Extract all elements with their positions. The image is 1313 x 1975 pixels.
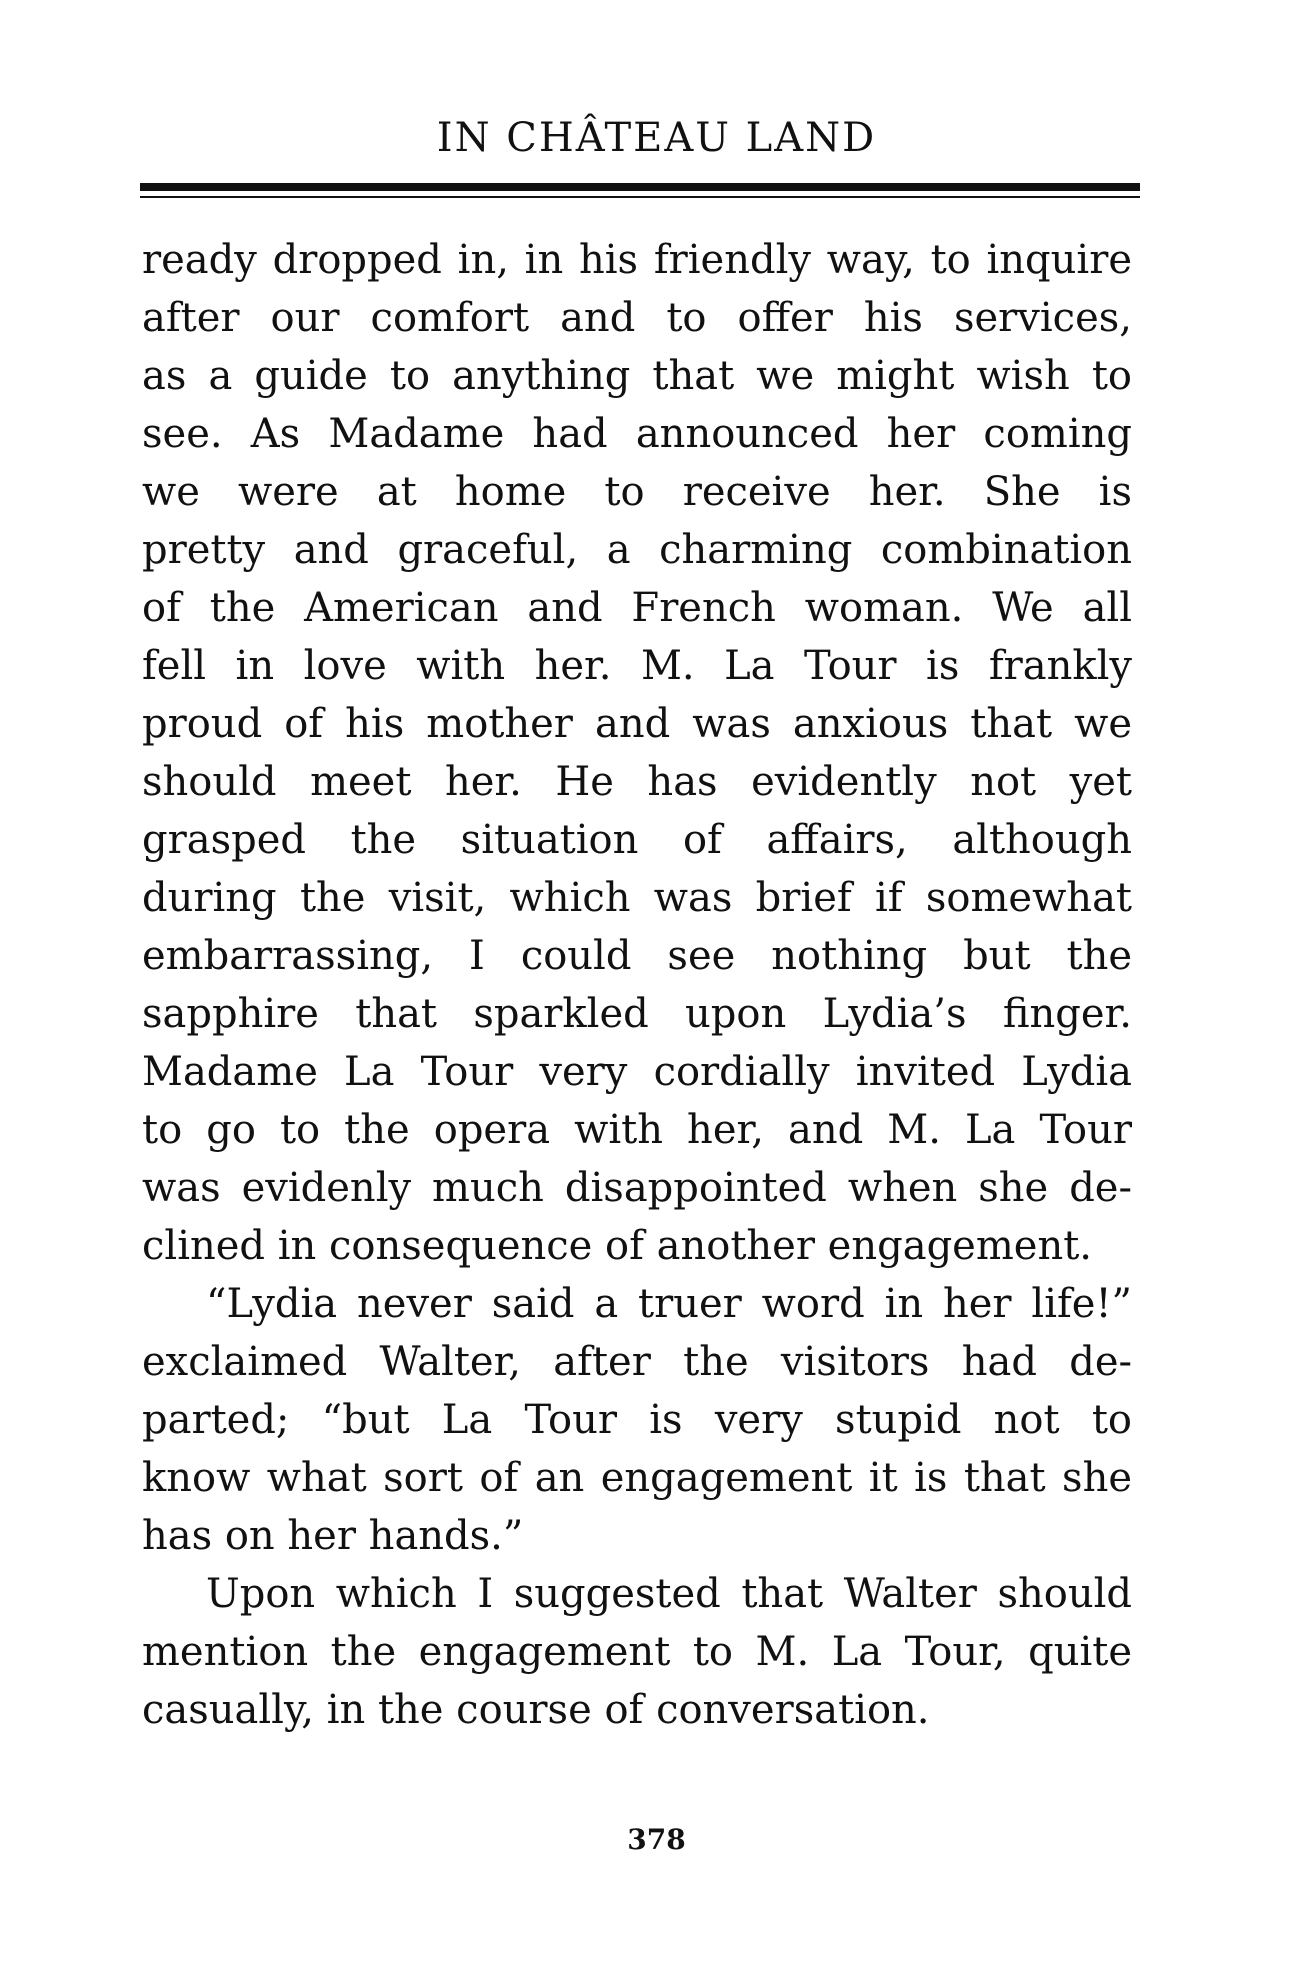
text-line: clined in consequence of another engagement. bbox=[142, 1223, 1092, 1269]
text-line: see. As Madame had announced her coming bbox=[142, 411, 1132, 457]
text-line: as a guide to anything that we might wish to bbox=[142, 353, 1132, 399]
text-line: parted; “but La Tour is very stupid not to bbox=[142, 1397, 1132, 1443]
running-head: IN CHÂTEAU LAND bbox=[436, 115, 877, 161]
text-line: during the visit, which was brief if somewhat bbox=[142, 875, 1132, 921]
text-line: fell in love with her. M. La Tour is frankly bbox=[142, 643, 1132, 689]
text-line: was evidenly much disappointed when she de- bbox=[142, 1165, 1132, 1211]
text-line: ready dropped in, in his friendly way, to inquire bbox=[142, 237, 1132, 283]
text-line: pretty and graceful, a charming combination bbox=[142, 527, 1132, 573]
text-line: to go to the opera with her, and M. La Tour bbox=[142, 1107, 1132, 1153]
text-line: “Lydia never said a truer word in her life!” bbox=[206, 1281, 1132, 1327]
text-line: after our comfort and to offer his services, bbox=[142, 295, 1132, 341]
header-rule-thick bbox=[140, 183, 1140, 191]
text-line: mention the engagement to M. La Tour, quite bbox=[142, 1629, 1132, 1675]
text-line: sapphire that sparkled upon Lydia’s finger. bbox=[142, 991, 1132, 1037]
text-line: embarrassing, I could see nothing but the bbox=[142, 933, 1132, 979]
text-line: has on her hands.” bbox=[142, 1513, 524, 1559]
text-line: know what sort of an engagement it is that she bbox=[142, 1455, 1132, 1501]
header-rule-thin bbox=[140, 196, 1140, 198]
text-line: Madame La Tour very cordially invited Lydia bbox=[142, 1049, 1132, 1095]
text-line: casually, in the course of conversation. bbox=[142, 1687, 930, 1733]
page-number: 378 bbox=[627, 1823, 686, 1856]
paragraph bbox=[142, 231, 1132, 1275]
text-line: proud of his mother and was anxious that we bbox=[142, 701, 1132, 747]
body-text bbox=[142, 231, 1132, 1739]
paragraph bbox=[142, 1275, 1132, 1565]
text-line: we were at home to receive her. She is bbox=[142, 469, 1132, 515]
paragraph bbox=[142, 1565, 1132, 1739]
text-line: of the American and French woman. We all bbox=[142, 585, 1132, 631]
text-line: should meet her. He has evidently not yet bbox=[142, 759, 1132, 805]
text-line: exclaimed Walter, after the visitors had de- bbox=[142, 1339, 1132, 1385]
text-line: grasped the situation of affairs, although bbox=[142, 817, 1132, 863]
text-line: Upon which I suggested that Walter should bbox=[206, 1571, 1132, 1617]
